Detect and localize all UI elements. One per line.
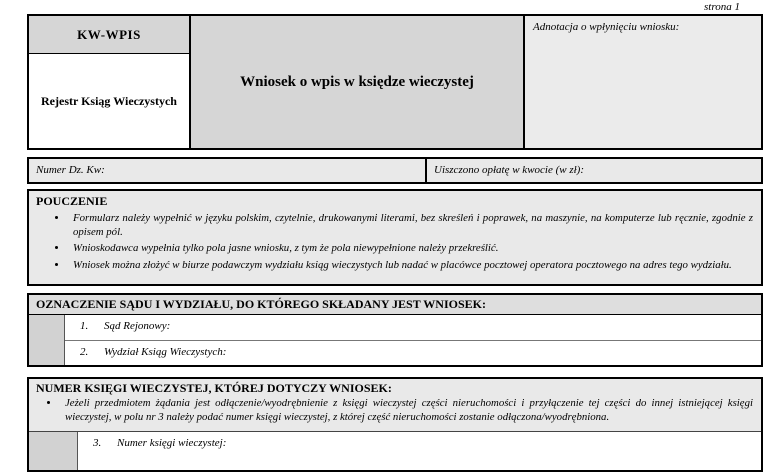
field-label: Sąd Rejonowy: [104,320,171,332]
register-label: Rejestr Ksiąg Wieczystych [41,93,177,108]
instructions-section [27,189,763,286]
field-rows [78,432,761,470]
form-header [27,14,763,150]
case-number-cell[interactable] [29,159,427,182]
form-title: Wniosek o wpis w księdze wieczystej [191,16,525,148]
field-numer-ksiegi[interactable] [78,432,761,470]
court-section-title: OZNACZENIE SĄDU I WYDZIAŁU, DO KTÓREGO SKŁADANY JEST WNIOSEK: [29,295,761,315]
left-stripe [29,432,78,470]
register-number-note-list [36,397,753,424]
field-rows [65,315,761,365]
instructions-title: POUCZENIE [36,194,108,208]
form-code: KW-WPIS [29,16,189,54]
instruction-bullet: • Wniosek można złożyć w biurze podawczym wydziału ksiąg wieczystych lub nadać w placówce pocztowej operatora pocztowego na adres tego wydziału. [68,259,753,273]
field-wydzial-ksiag[interactable] [65,340,761,365]
register-number-title: NUMER KSIĘGI WIECZYSTEJ, KTÓREJ DOTYCZY WNIOSEK: [36,381,392,395]
field-number: 2. [80,346,89,358]
field-number: 1. [80,320,89,332]
fee-label: Uiszczono opłatę w kwocie (w zł): [434,164,585,176]
field-label: Wydział Ksiąg Wieczystych: [104,346,227,358]
instruction-bullet: • Formularz należy wypełnić w języku polskim, czytelnie, drukowanymi literami, bez skreśleń i poprawek, na maszynie, na komputerze lub ręcznie, zgodnie z opisem pól. [68,212,753,239]
left-stripe [29,315,65,365]
form-code-block [29,16,191,148]
annotation-cell[interactable] [525,16,761,148]
field-sad-rejonowy[interactable] [65,315,761,340]
register-number-note: • Jeżeli przedmiotem żądania jest odłączenie/wyodrębnienie z księgi wieczystej części nieruchomości i przyłączenie tej części do innej istniejącej księgi wieczystej, w polu nr 3 należy podać numer księgi wieczystej, z której część nieruchomości zostanie odłączona/wyodrębniona. [60,397,753,424]
page-number: strona 1 [704,1,740,13]
case-number-label: Numer Dz. Kw: [36,164,105,176]
instructions-list [36,212,753,272]
annotation-label: Adnotacja o wpłynięciu wniosku: [533,21,680,33]
court-section-fields [29,315,761,365]
case-fee-row [27,157,763,184]
instruction-bullet: • Wnioskodawca wypełnia tylko pola jasne wniosku, z tym że pola niewypełnione należy przekreślić. [68,242,753,256]
fee-cell[interactable] [427,159,761,182]
register-number-section [27,377,763,472]
register-number-fields [29,432,761,470]
court-section [27,293,763,367]
register-number-header [29,379,761,432]
field-label: Numer księgi wieczystej: [117,437,227,449]
field-number: 3. [93,437,102,449]
